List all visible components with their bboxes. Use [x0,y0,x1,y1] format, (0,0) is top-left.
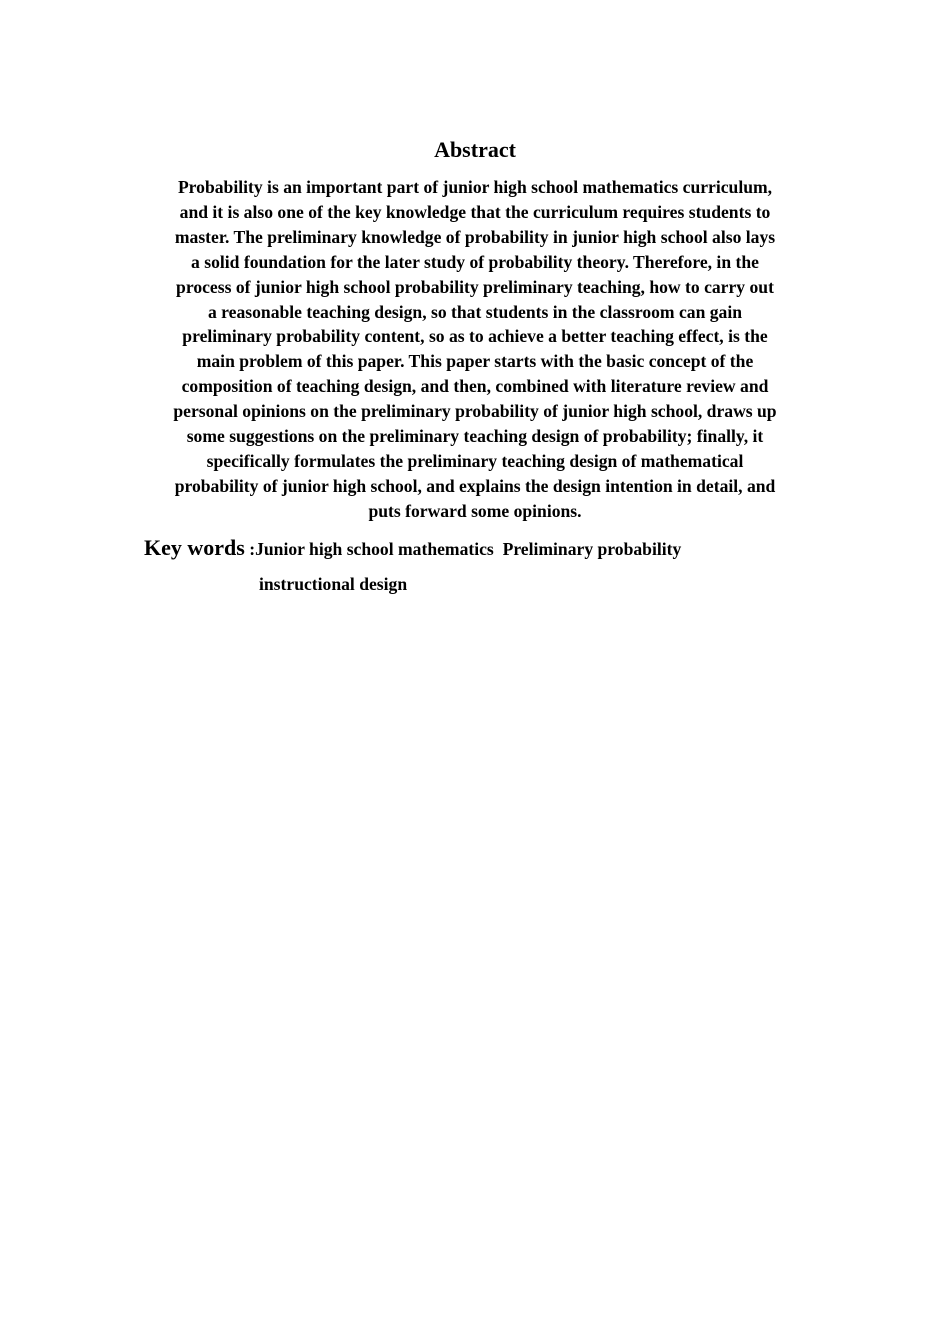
abstract-heading: Abstract [434,137,516,162]
abstract-line: and it is also one of the key knowledge that the curriculum requires students to [179,201,771,222]
keywords-line-2: instructional design [259,574,408,594]
abstract-line: a solid foundation for the later study of probability theory. Therefore, in the [191,251,759,272]
abstract-line: puts forward some opinions. [368,500,582,521]
abstract-paragraph [140,175,810,524]
abstract-line: probability of junior high school, and explains the design intention in detail, and [174,475,776,496]
abstract-line: master. The preliminary knowledge of probability in junior high school also lays [174,226,776,247]
abstract-line: specifically formulates the preliminary teaching design of mathematical [206,450,744,471]
keywords-line-1: Junior high school mathematics Preliminary probability [255,539,682,559]
abstract-line: main problem of this paper. This paper starts with the basic concept of the [196,351,754,372]
keywords-block [144,534,824,562]
keywords-label: Key words [144,535,245,560]
abstract-line: process of junior high school probability preliminary teaching, how to carry out [176,276,774,297]
abstract-line: preliminary probability content, so as to achieve a better teaching effect, is the [182,326,768,347]
abstract-line: composition of teaching design, and then, combined with literature review and [181,376,769,397]
abstract-line: some suggestions on the preliminary teaching design of probability; finally, it [186,426,764,447]
abstract-line: Probability is an important part of junior high school mathematics curriculum, [177,177,773,197]
abstract-line: personal opinions on the preliminary probability of junior high school, draws up [173,401,777,422]
keywords-separator: : [244,539,256,559]
abstract-line: a reasonable teaching design, so that students in the classroom can gain [207,301,743,322]
